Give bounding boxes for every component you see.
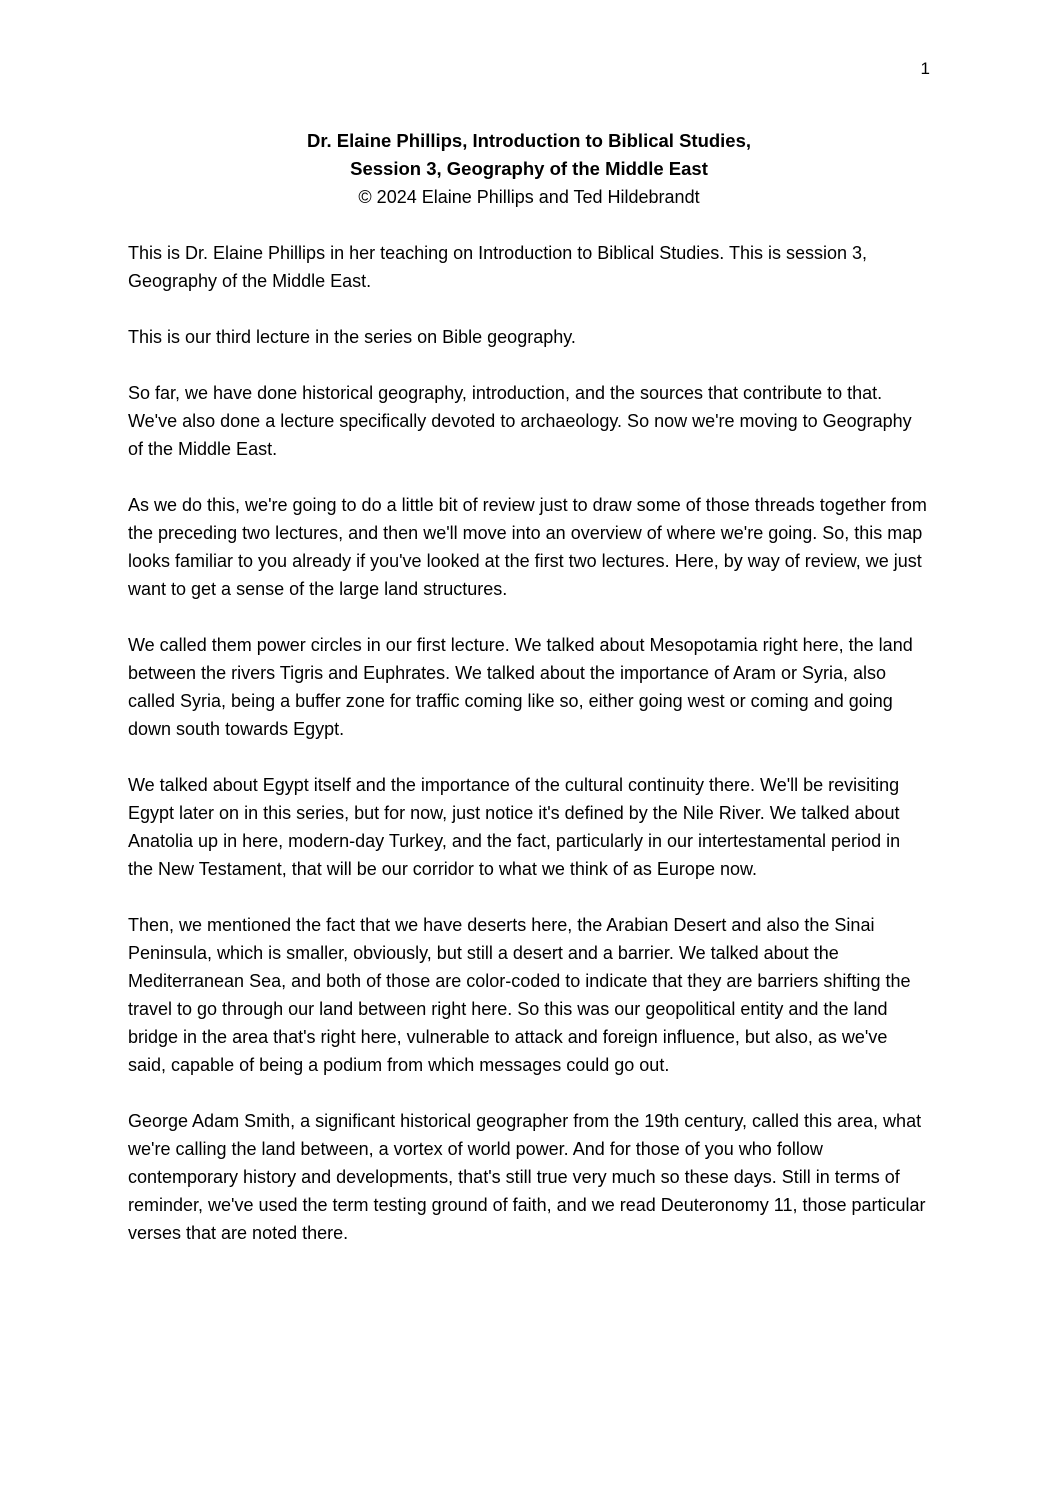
paragraph-so-far: So far, we have done historical geography, introduction, and the sources that contribute to that. We've also done a lecture specifically devoted to archaeology. So now we're moving to Geography of the Middle East.: [128, 383, 912, 459]
document-title-line1: Dr. Elaine Phillips, Introduction to Biblical Studies,: [306, 130, 752, 151]
paragraph-george-adam-smith: George Adam Smith, a significant historical geographer from the 19th century, called this area, what we're calling the land between, a vortex of world power. And for those of you who follow contemporary history and developments, that's still true very much so these days. Still in terms of reminder, we've used the term testing ground of faith, and we read Deuteronomy 11, those particular verses that are noted there.: [128, 1111, 926, 1243]
page-number: 1: [920, 59, 930, 78]
copyright-line: © 2024 Elaine Phillips and Ted Hildebrandt: [358, 187, 700, 207]
paragraph-deserts-barriers: Then, we mentioned the fact that we have deserts here, the Arabian Desert and also the Sinai Peninsula, which is smaller, obviously, but still a desert and a barrier. We talked about the Mediterranean Sea, and both of those are color-coded to indicate that they are barriers shifting the travel to go through our land between right here. So this was our geopolitical entity and the land bridge in the area that's right here, vulnerable to attack and foreign influence, but also, as we've said, capable of being a podium from which messages could go out.: [128, 915, 911, 1075]
paragraph-intro: This is Dr. Elaine Phillips in her teaching on Introduction to Biblical Studies. This is session 3, Geography of the Middle East.: [128, 243, 868, 291]
document-body: [128, 239, 930, 1247]
paragraph-third-lecture: This is our third lecture in the series on Bible geography.: [128, 327, 576, 347]
paragraph-egypt-anatolia: We talked about Egypt itself and the importance of the cultural continuity there. We'll be revisiting Egypt later on in this series, but for now, just notice it's defined by the Nile River. We talked about Anatolia up in here, modern-day Turkey, and the fact, particularly in our intertestamental period in the New Testament, that will be our corridor to what we think of as Europe now.: [128, 775, 901, 879]
paragraph-review: As we do this, we're going to do a little bit of review just to draw some of those threads together from the preceding two lectures, and then we'll move into an overview of where we're going. So, this map looks familiar to you already if you've looked at the first two lectures. Here, by way of review, we just want to get a sense of the large land structures.: [128, 495, 927, 599]
document-header: [128, 127, 930, 211]
paragraph-power-circles: We called them power circles in our first lecture. We talked about Mesopotamia right here, the land between the rivers Tigris and Euphrates. We talked about the importance of Aram or Syria, also called Syria, being a buffer zone for traffic coming like so, either going west or coming and going down south towards Egypt.: [128, 635, 913, 739]
document-title-line2: Session 3, Geography of the Middle East: [350, 158, 708, 179]
